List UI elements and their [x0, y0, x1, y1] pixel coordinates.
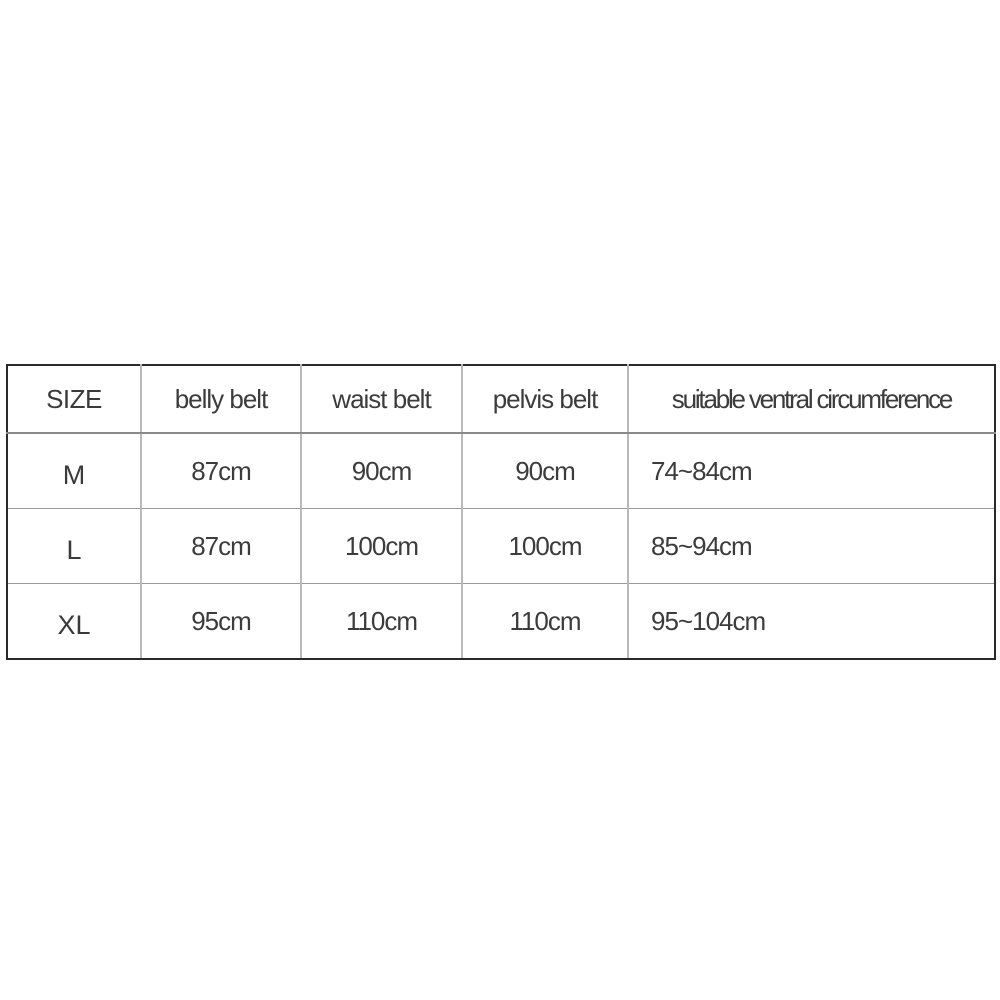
- header-pelvis-belt: pelvis belt: [462, 365, 628, 433]
- cell-circumference: 74~84cm: [628, 433, 995, 509]
- table-row: [7, 433, 995, 509]
- cell-belly-belt: 87cm: [141, 433, 301, 509]
- cell-pelvis-belt: 100cm: [462, 509, 628, 584]
- cell-waist-belt: 90cm: [301, 433, 462, 509]
- header-size: SIZE: [7, 365, 141, 433]
- cell-waist-belt: 110cm: [301, 584, 462, 660]
- cell-belly-belt: 95cm: [141, 584, 301, 660]
- cell-pelvis-belt: 90cm: [462, 433, 628, 509]
- header-circumference: suitable ventral circumference: [628, 365, 995, 433]
- cell-pelvis-belt: 110cm: [462, 584, 628, 660]
- table-row: [7, 584, 995, 660]
- size-chart-table: [6, 364, 996, 660]
- row-size-label: M: [7, 433, 141, 509]
- cell-belly-belt: 87cm: [141, 509, 301, 584]
- header-waist-belt: waist belt: [301, 365, 462, 433]
- cell-waist-belt: 100cm: [301, 509, 462, 584]
- table-header-row: [7, 365, 995, 433]
- header-belly-belt: belly belt: [141, 365, 301, 433]
- cell-circumference: 85~94cm: [628, 509, 995, 584]
- row-size-label: L: [7, 509, 141, 584]
- row-size-label: XL: [7, 584, 141, 660]
- table-row: [7, 509, 995, 584]
- cell-circumference: 95~104cm: [628, 584, 995, 660]
